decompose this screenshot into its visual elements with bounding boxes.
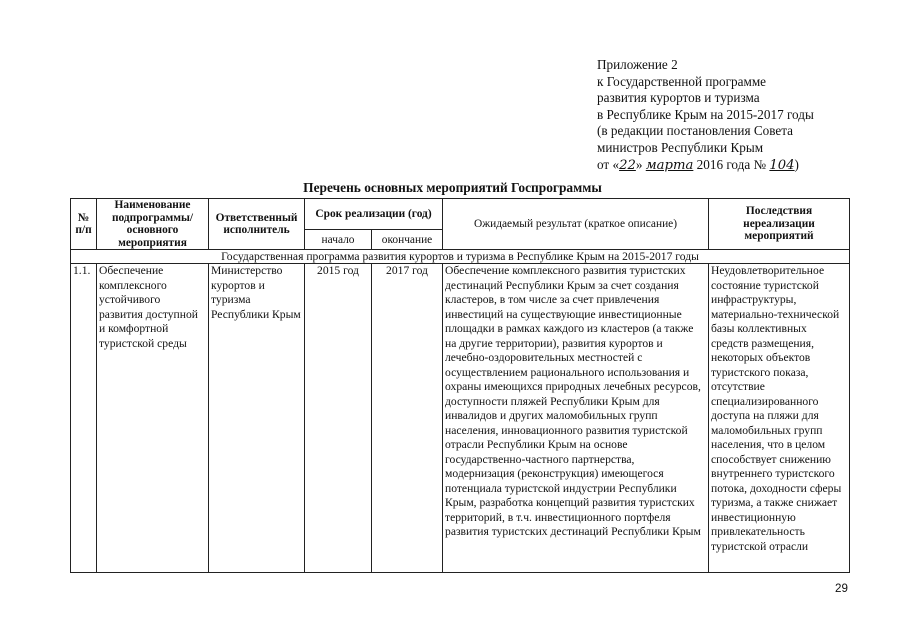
table-row [71,264,850,573]
handwritten-day: 22 [619,157,636,173]
cell-result: Обеспечение комплексного развития туристских дестинаций Республики Крым за счет создания кластеров, в том числе за счет привлечения инвестиций на существующие инвестиционные площадки в рамках каждого из кластеров (а также на другие территории), развития курортов и лечебно-оздоровительных местностей с осуществлением рационального использования и охраны имеющихся природных лечебных ресурсов, доступности пляжей Республики Крым для инвалидов и других маломобильных групп населения, инновационного развития туристской отрасли Республики Крым на основе государственно-частного партнерства, модернизация (реконструкция) имеющегося потенциала туристской индустрии Республики Крым, разработка концепций развития туристских территорий, в т.ч. инвестиционного портфеля развития туристских дестинаций Республики Крым [443,264,709,573]
header-name: Наименование подпрограммы/ основного мероприятия [97,199,209,250]
cell-consequences: Неудовлетворительное состояние туристской инфраструктуры, материально-технической базы коллективных средств размещения, некоторых объектов туристского показа, отсутствие специализированного доступа на пляжи для маломобильных групп населения, что в целом способствует снижению внутреннего туристского потока, доходности сферы туризма, а также снижает инвестиционную привлекательность туристской отрасли [709,264,850,573]
page-number: 29 [835,582,848,595]
appendix-line: к Государственной программе [597,73,767,89]
appendix-line: (в редакции постановления Совета [597,123,794,139]
document-title: Перечень основных мероприятий Госпрограммы [303,180,602,195]
appendix-line: в Республике Крым на 2015-2017 годы [597,106,814,122]
header-consequences: Последствия нереализации мероприятий [709,199,850,250]
header-row [71,199,850,230]
cell-executor: Министерство курортов и туризма Республики Крым [209,264,305,573]
appendix-date-line [597,157,897,175]
date-prefix: от « [597,156,620,172]
cell-start: 2015 год [305,264,372,573]
header-num: № п/п [71,199,97,250]
header-result: Ожидаемый результат (краткое описание) [443,199,709,250]
appendix-line: развития курортов и туризма [597,90,760,106]
cell-num: 1.1. [71,264,97,573]
header-executor: Ответственный исполнитель [209,199,305,250]
cell-end: 2017 год [372,264,443,573]
appendix-line: Приложение 2 [597,57,678,72]
appendix-line: министров Республики Крым [597,139,764,155]
section-title: Государственная программа развития курортов и туризма в Республике Крым на 2015-2017 годы [71,250,850,264]
date-year: 2016 года № [693,156,770,172]
cell-name: Обеспечение комплексного устойчивого развития доступной и комфортной туристской среды [97,264,209,573]
date-mid: » [635,156,646,172]
header-term: Срок реализации (год) [305,199,443,230]
handwritten-number: 104 [769,157,795,173]
header-start: начало [305,230,372,250]
section-row [71,250,850,264]
header-end: окончание [372,230,443,250]
measures-table [70,198,850,573]
appendix-block [597,57,897,174]
handwritten-month: марта [645,157,694,173]
date-close: ) [794,156,799,172]
